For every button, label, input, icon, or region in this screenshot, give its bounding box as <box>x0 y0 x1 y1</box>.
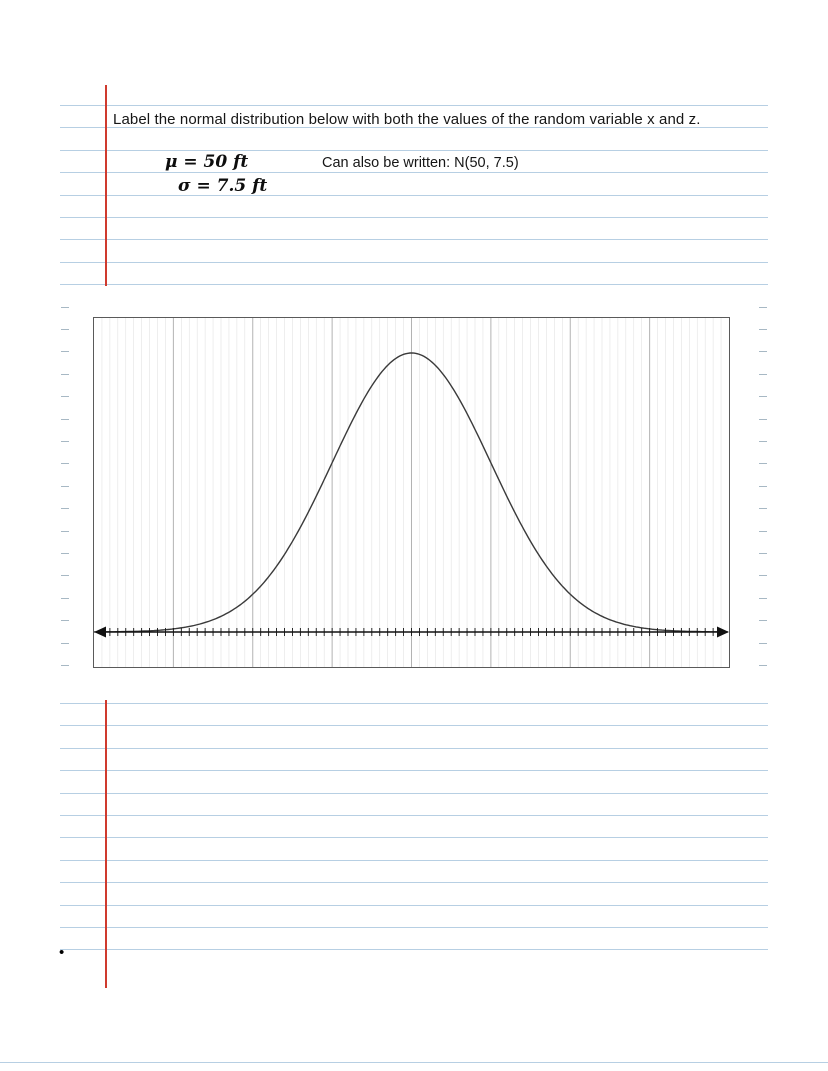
normal-distribution-figure <box>93 317 730 668</box>
right-arrowhead-icon <box>717 627 729 638</box>
x-axis <box>94 627 729 638</box>
ruled-line-stub-left <box>61 665 69 666</box>
ruled-line <box>60 150 768 151</box>
ruled-line-stub-right <box>759 620 767 621</box>
ruled-line-stub-right <box>759 396 767 397</box>
ruled-line <box>60 770 768 771</box>
ruled-line-stub-right <box>759 307 767 308</box>
ruled-line-stub-right <box>759 643 767 644</box>
ruled-line-stub-right <box>759 329 767 330</box>
ruled-line-stub-left <box>61 508 69 509</box>
vertical-gridlines <box>102 318 721 667</box>
ruled-line <box>60 262 768 263</box>
ruled-line <box>60 239 768 240</box>
ruled-line <box>60 860 768 861</box>
ruled-line-stub-left <box>61 531 69 532</box>
ruled-line-stub-right <box>759 463 767 464</box>
ruled-line-stub-right <box>759 374 767 375</box>
alternate-notation-text: Can also be written: N(50, 7.5) <box>322 155 519 171</box>
ruled-line <box>60 815 768 816</box>
ruled-line-stub-left <box>61 620 69 621</box>
ruled-line-stub-right <box>759 351 767 352</box>
ruled-line <box>60 793 768 794</box>
ruled-line <box>60 284 768 285</box>
ruled-line-stub-right <box>759 665 767 666</box>
ruled-line-stub-left <box>61 486 69 487</box>
ruled-line-stub-left <box>61 419 69 420</box>
ruled-line <box>60 172 768 173</box>
page-bottom-rule <box>0 1062 828 1063</box>
left-arrowhead-icon <box>94 627 106 638</box>
mu-value-text: μ = 50 ft <box>165 152 249 172</box>
ruled-line-stub-left <box>61 374 69 375</box>
ruled-line-stub-left <box>61 575 69 576</box>
ruled-line-stub-right <box>759 441 767 442</box>
ruled-line <box>60 703 768 704</box>
ruled-line-stub-right <box>759 486 767 487</box>
ruled-line-stub-left <box>61 553 69 554</box>
ruled-line-stub-left <box>61 643 69 644</box>
red-margin-line-top <box>105 85 107 286</box>
ruled-line <box>60 725 768 726</box>
ruled-line <box>60 105 768 106</box>
ruled-line <box>60 927 768 928</box>
bullet-marker: • <box>59 944 65 961</box>
normal-curve-svg <box>94 318 729 667</box>
ruled-line <box>60 837 768 838</box>
ruled-line <box>60 195 768 196</box>
ruled-line <box>60 748 768 749</box>
ruled-line-stub-right <box>759 531 767 532</box>
ruled-line-stub-right <box>759 575 767 576</box>
ruled-line-stub-left <box>61 351 69 352</box>
ruled-line-stub-right <box>759 508 767 509</box>
sigma-value-text: σ = 7.5 ft <box>178 176 268 196</box>
ruled-line <box>60 882 768 883</box>
instruction-text: Label the normal distribution below with both the values of the random variable x and z. <box>113 111 701 128</box>
ruled-line-stub-right <box>759 419 767 420</box>
ruled-line-stub-left <box>61 463 69 464</box>
ruled-line <box>60 949 768 950</box>
ruled-line-stub-left <box>61 307 69 308</box>
ruled-line-stub-left <box>61 396 69 397</box>
ruled-line <box>60 905 768 906</box>
ruled-line-stub-left <box>61 441 69 442</box>
red-margin-line-bottom <box>105 700 107 988</box>
ruled-line-stub-left <box>61 329 69 330</box>
ruled-line <box>60 217 768 218</box>
ruled-line-stub-right <box>759 553 767 554</box>
ruled-line-stub-left <box>61 598 69 599</box>
ruled-line-stub-right <box>759 598 767 599</box>
